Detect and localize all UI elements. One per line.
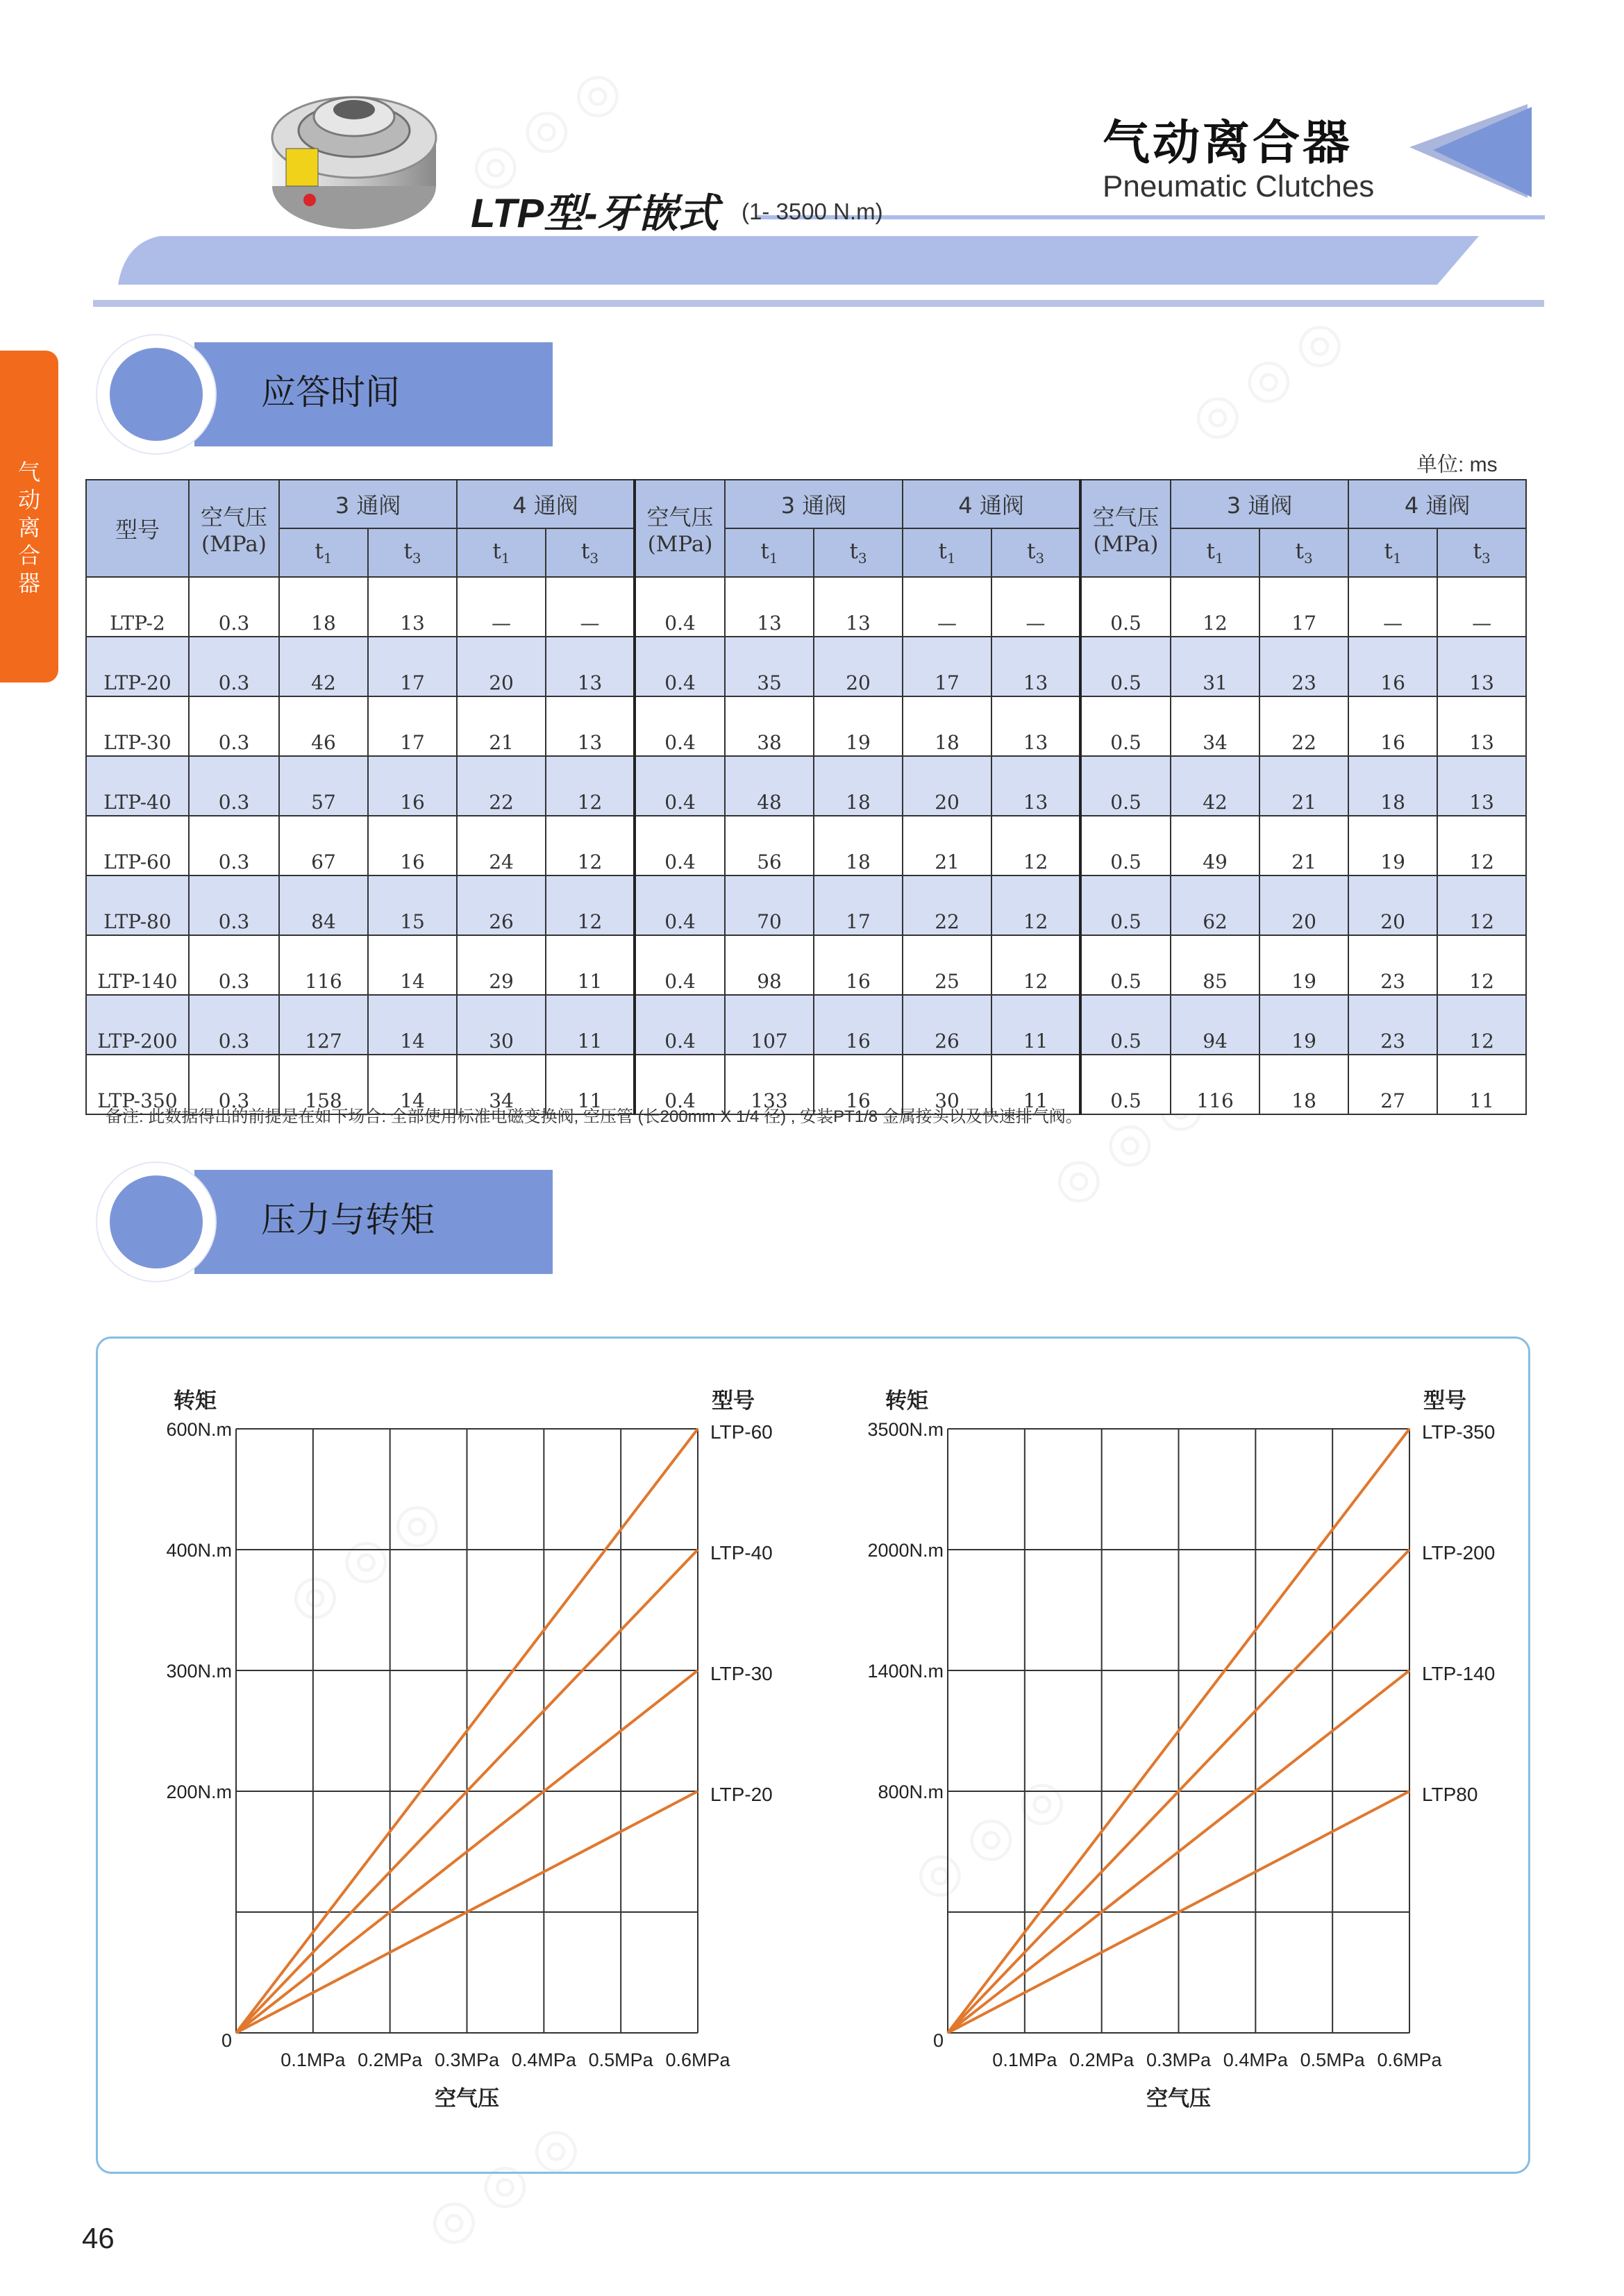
header-underline bbox=[93, 300, 1544, 307]
value-cell: 23 bbox=[1259, 637, 1348, 696]
value-cell: 11 bbox=[546, 1055, 635, 1114]
value-cell: 116 bbox=[1171, 1055, 1259, 1114]
value-cell: 13 bbox=[1437, 756, 1526, 816]
value-cell: 31 bbox=[1171, 637, 1259, 696]
value-cell: 11 bbox=[1437, 1055, 1526, 1114]
value-cell: 98 bbox=[725, 935, 814, 995]
table-row bbox=[86, 696, 1526, 756]
value-cell: 26 bbox=[457, 875, 546, 935]
y-tick-label: 800N.m bbox=[878, 1782, 944, 1802]
value-cell: 127 bbox=[279, 995, 368, 1055]
series-label: LTP-140 bbox=[1422, 1663, 1496, 1684]
value-cell: 107 bbox=[725, 995, 814, 1055]
value-cell: 34 bbox=[457, 1055, 546, 1114]
value-cell: 11 bbox=[546, 995, 635, 1055]
value-cell: 11 bbox=[546, 935, 635, 995]
series-label: LTP-40 bbox=[710, 1542, 773, 1564]
torque-chart-large bbox=[851, 1382, 1517, 2145]
value-cell: 0.3 bbox=[189, 1055, 279, 1114]
table-row bbox=[86, 816, 1526, 875]
value-cell: 15 bbox=[368, 875, 457, 935]
header-banner bbox=[118, 236, 1479, 285]
x-axis-title: 空气压 bbox=[1146, 2086, 1211, 2111]
table-row bbox=[86, 756, 1526, 816]
value-cell: 57 bbox=[279, 756, 368, 816]
x-tick-label: 0.4MPa bbox=[511, 2050, 576, 2070]
x-tick-label: 0.4MPa bbox=[1223, 2050, 1288, 2070]
x-tick-label: 0.3MPa bbox=[1146, 2050, 1212, 2070]
section-title: 应答时间 bbox=[261, 373, 400, 412]
model-cell: LTP-140 bbox=[86, 935, 189, 995]
value-cell: 0.5 bbox=[1080, 1055, 1171, 1114]
model-cell: LTP-20 bbox=[86, 637, 189, 696]
table-body bbox=[86, 577, 1526, 1114]
value-cell: 14 bbox=[368, 935, 457, 995]
value-cell: 17 bbox=[814, 875, 903, 935]
model-cell: LTP-30 bbox=[86, 696, 189, 756]
series-label: LTP-30 bbox=[710, 1663, 773, 1684]
value-cell: 14 bbox=[368, 1055, 457, 1114]
value-cell: 0.5 bbox=[1080, 756, 1171, 816]
value-cell: 48 bbox=[725, 756, 814, 816]
table-footnote: 备注: 此数据得出的前提是在如下场合: 全部使用标准电磁变换阀, 空压管 (长200mm X 1/4 径) , 安装PT1/8 金属接头以及快速排气阀。 bbox=[106, 1107, 1082, 1126]
value-cell: 17 bbox=[1259, 577, 1348, 637]
value-cell: 85 bbox=[1171, 935, 1259, 995]
section-heading-response-time bbox=[97, 335, 458, 453]
value-cell: 24 bbox=[457, 816, 546, 875]
value-cell: 18 bbox=[1259, 1055, 1348, 1114]
value-cell: — bbox=[1348, 577, 1437, 637]
value-cell: 13 bbox=[991, 637, 1080, 696]
legend-title: 型号 bbox=[712, 1389, 755, 1413]
value-cell: 0.5 bbox=[1080, 577, 1171, 637]
value-cell: 67 bbox=[279, 816, 368, 875]
y-tick-label: 2000N.m bbox=[867, 1540, 944, 1561]
value-cell: 0.4 bbox=[635, 995, 725, 1055]
value-cell: 16 bbox=[1348, 696, 1437, 756]
value-cell: 17 bbox=[368, 696, 457, 756]
value-cell: 11 bbox=[991, 1055, 1080, 1114]
product-image bbox=[250, 82, 444, 242]
section-circle-icon bbox=[97, 1163, 215, 1281]
series-label: LTP80 bbox=[1422, 1784, 1478, 1805]
arrow-left-icon bbox=[1409, 104, 1534, 201]
section-circle-icon bbox=[97, 335, 215, 453]
value-cell: 0.5 bbox=[1080, 875, 1171, 935]
value-cell: 20 bbox=[814, 637, 903, 696]
value-cell: 0.5 bbox=[1080, 816, 1171, 875]
value-cell: 30 bbox=[903, 1055, 991, 1114]
series-label: LTP-20 bbox=[710, 1784, 773, 1805]
value-cell: 0.3 bbox=[189, 637, 279, 696]
legend-title: 型号 bbox=[1423, 1389, 1466, 1413]
value-cell: 0.4 bbox=[635, 816, 725, 875]
header-4-way-valve: 4 通阀 bbox=[1348, 480, 1526, 528]
value-cell: 22 bbox=[903, 875, 991, 935]
value-cell: 22 bbox=[1259, 696, 1348, 756]
value-cell: 12 bbox=[991, 875, 1080, 935]
model-range: (1- 3500 N.m) bbox=[742, 199, 883, 224]
value-cell: 84 bbox=[279, 875, 368, 935]
header-3-way-valve: 3 通阀 bbox=[279, 480, 457, 528]
model-cell: LTP-60 bbox=[86, 816, 189, 875]
value-cell: 13 bbox=[1437, 637, 1526, 696]
x-axis-title: 空气压 bbox=[435, 2086, 499, 2111]
y-tick-label: 300N.m bbox=[166, 1661, 232, 1682]
value-cell: 12 bbox=[1437, 995, 1526, 1055]
value-cell: 0.4 bbox=[635, 935, 725, 995]
value-cell: 0.3 bbox=[189, 995, 279, 1055]
header-pressure: 空气压 (MPa) bbox=[189, 480, 279, 577]
value-cell: 13 bbox=[725, 577, 814, 637]
value-cell: — bbox=[903, 577, 991, 637]
header-3-way-valve: 3 通阀 bbox=[725, 480, 903, 528]
y-tick-label: 200N.m bbox=[166, 1782, 232, 1802]
value-cell: 11 bbox=[991, 995, 1080, 1055]
y-tick-label: 400N.m bbox=[166, 1540, 232, 1561]
value-cell: 23 bbox=[1348, 935, 1437, 995]
response-time-table bbox=[85, 479, 1527, 1115]
table-header-row bbox=[86, 480, 1526, 528]
value-cell: 17 bbox=[368, 637, 457, 696]
table-row bbox=[86, 875, 1526, 935]
value-cell: 18 bbox=[814, 816, 903, 875]
table-row bbox=[86, 935, 1526, 995]
y-axis-title: 转矩 bbox=[174, 1389, 217, 1413]
value-cell: 16 bbox=[368, 756, 457, 816]
page-number: 46 bbox=[82, 2222, 115, 2254]
value-cell: 70 bbox=[725, 875, 814, 935]
header-pressure: 空气压 (MPa) bbox=[1080, 480, 1171, 577]
value-cell: 30 bbox=[457, 995, 546, 1055]
header-pressure: 空气压 (MPa) bbox=[635, 480, 725, 577]
torque-chart-small bbox=[139, 1382, 805, 2145]
value-cell: 158 bbox=[279, 1055, 368, 1114]
value-cell: 12 bbox=[1171, 577, 1259, 637]
value-cell: 29 bbox=[457, 935, 546, 995]
header-t3: $t_3$ bbox=[991, 528, 1080, 577]
value-cell: 0.4 bbox=[635, 696, 725, 756]
value-cell: 16 bbox=[814, 935, 903, 995]
page-title-cn: 气动离合器 bbox=[1103, 117, 1353, 169]
value-cell: 0.3 bbox=[189, 577, 279, 637]
table-row bbox=[86, 637, 1526, 696]
value-cell: 26 bbox=[903, 995, 991, 1055]
value-cell: 34 bbox=[1171, 696, 1259, 756]
x-tick-label: 0.6MPa bbox=[665, 2050, 730, 2070]
model-cell: LTP-350 bbox=[86, 1055, 189, 1114]
value-cell: 19 bbox=[1259, 935, 1348, 995]
value-cell: 21 bbox=[1259, 816, 1348, 875]
value-cell: 0.4 bbox=[635, 1055, 725, 1114]
unit-label: 单位: ms bbox=[1416, 453, 1498, 476]
value-cell: 17 bbox=[903, 637, 991, 696]
value-cell: 12 bbox=[546, 875, 635, 935]
y-tick-label: 1400N.m bbox=[867, 1661, 944, 1682]
value-cell: 20 bbox=[1259, 875, 1348, 935]
value-cell: 12 bbox=[546, 756, 635, 816]
value-cell: 18 bbox=[279, 577, 368, 637]
value-cell: 21 bbox=[457, 696, 546, 756]
value-cell: 19 bbox=[814, 696, 903, 756]
value-cell: 13 bbox=[991, 756, 1080, 816]
value-cell: 21 bbox=[1259, 756, 1348, 816]
x-tick-label: 0.2MPa bbox=[358, 2050, 423, 2070]
value-cell: 21 bbox=[903, 816, 991, 875]
value-cell: 19 bbox=[1259, 995, 1348, 1055]
y-tick-label: 0 bbox=[221, 2030, 232, 2051]
series-label: LTP-60 bbox=[710, 1421, 773, 1443]
value-cell: 0.3 bbox=[189, 696, 279, 756]
header-t1: $t_1$ bbox=[725, 528, 814, 577]
value-cell: 13 bbox=[1437, 696, 1526, 756]
x-tick-label: 0.3MPa bbox=[434, 2050, 500, 2070]
value-cell: 13 bbox=[546, 696, 635, 756]
x-tick-label: 0.6MPa bbox=[1377, 2050, 1442, 2070]
value-cell: — bbox=[546, 577, 635, 637]
table-row bbox=[86, 995, 1526, 1055]
header-t3: $t_3$ bbox=[814, 528, 903, 577]
model-cell: LTP-40 bbox=[86, 756, 189, 816]
value-cell: 25 bbox=[903, 935, 991, 995]
value-cell: 13 bbox=[546, 637, 635, 696]
table-subheader-row bbox=[86, 528, 1526, 577]
value-cell: 0.3 bbox=[189, 816, 279, 875]
value-cell: 19 bbox=[1348, 816, 1437, 875]
header-model: 型号 bbox=[86, 480, 189, 577]
model-title: LTP型-牙嵌式 bbox=[471, 191, 719, 236]
page-title-en: Pneumatic Clutches bbox=[1103, 169, 1375, 203]
value-cell: 20 bbox=[903, 756, 991, 816]
value-cell: 16 bbox=[1348, 637, 1437, 696]
header-t1: $t_1$ bbox=[279, 528, 368, 577]
y-tick-label: 600N.m bbox=[166, 1419, 232, 1440]
side-category-label: 气动离合器 bbox=[17, 460, 40, 596]
model-cell: LTP-2 bbox=[86, 577, 189, 637]
value-cell: 12 bbox=[991, 935, 1080, 995]
value-cell: 0.5 bbox=[1080, 696, 1171, 756]
value-cell: 49 bbox=[1171, 816, 1259, 875]
value-cell: — bbox=[1437, 577, 1526, 637]
header-t3: $t_3$ bbox=[546, 528, 635, 577]
value-cell: 13 bbox=[814, 577, 903, 637]
value-cell: 27 bbox=[1348, 1055, 1437, 1114]
header-4-way-valve: 4 通阀 bbox=[903, 480, 1080, 528]
x-tick-label: 0.1MPa bbox=[281, 2050, 346, 2070]
header-4-way-valve: 4 通阀 bbox=[457, 480, 635, 528]
value-cell: 20 bbox=[1348, 875, 1437, 935]
header-3-way-valve: 3 通阀 bbox=[1171, 480, 1348, 528]
value-cell: 62 bbox=[1171, 875, 1259, 935]
value-cell: 18 bbox=[1348, 756, 1437, 816]
y-axis-title: 转矩 bbox=[885, 1389, 928, 1413]
value-cell: 0.3 bbox=[189, 935, 279, 995]
value-cell: 35 bbox=[725, 637, 814, 696]
header-t1: $t_1$ bbox=[1171, 528, 1259, 577]
value-cell: 42 bbox=[279, 637, 368, 696]
value-cell: 12 bbox=[1437, 816, 1526, 875]
header-t3: $t_3$ bbox=[1437, 528, 1526, 577]
value-cell: 13 bbox=[368, 577, 457, 637]
value-cell: 0.4 bbox=[635, 577, 725, 637]
x-tick-label: 0.5MPa bbox=[1300, 2050, 1365, 2070]
value-cell: 46 bbox=[279, 696, 368, 756]
x-tick-label: 0.1MPa bbox=[992, 2050, 1057, 2070]
value-cell: 12 bbox=[546, 816, 635, 875]
header-t3: $t_3$ bbox=[1259, 528, 1348, 577]
value-cell: 0.5 bbox=[1080, 935, 1171, 995]
value-cell: 0.5 bbox=[1080, 637, 1171, 696]
y-tick-label: 3500N.m bbox=[867, 1419, 944, 1440]
header-t1: $t_1$ bbox=[457, 528, 546, 577]
value-cell: 12 bbox=[1437, 875, 1526, 935]
value-cell: 20 bbox=[457, 637, 546, 696]
value-cell: 16 bbox=[368, 816, 457, 875]
x-tick-label: 0.2MPa bbox=[1069, 2050, 1135, 2070]
value-cell: 14 bbox=[368, 995, 457, 1055]
model-cell: LTP-80 bbox=[86, 875, 189, 935]
series-label: LTP-200 bbox=[1422, 1542, 1496, 1564]
value-cell: 56 bbox=[725, 816, 814, 875]
value-cell: 18 bbox=[903, 696, 991, 756]
section-title: 压力与转矩 bbox=[261, 1200, 435, 1239]
value-cell: — bbox=[991, 577, 1080, 637]
value-cell: 12 bbox=[1437, 935, 1526, 995]
value-cell: 116 bbox=[279, 935, 368, 995]
header-t1: $t_1$ bbox=[903, 528, 991, 577]
header-t3: $t_3$ bbox=[368, 528, 457, 577]
value-cell: 23 bbox=[1348, 995, 1437, 1055]
value-cell: 0.3 bbox=[189, 756, 279, 816]
section-heading-pressure-torque bbox=[97, 1163, 458, 1281]
y-tick-label: 0 bbox=[932, 2030, 944, 2051]
value-cell: 0.4 bbox=[635, 637, 725, 696]
value-cell: 13 bbox=[991, 696, 1080, 756]
value-cell: 38 bbox=[725, 696, 814, 756]
series-label: LTP-350 bbox=[1422, 1421, 1496, 1443]
value-cell: 0.5 bbox=[1080, 995, 1171, 1055]
value-cell: 16 bbox=[814, 1055, 903, 1114]
value-cell: 0.4 bbox=[635, 875, 725, 935]
value-cell: — bbox=[457, 577, 546, 637]
value-cell: 94 bbox=[1171, 995, 1259, 1055]
value-cell: 22 bbox=[457, 756, 546, 816]
value-cell: 16 bbox=[814, 995, 903, 1055]
value-cell: 0.4 bbox=[635, 756, 725, 816]
value-cell: 133 bbox=[725, 1055, 814, 1114]
value-cell: 18 bbox=[814, 756, 903, 816]
x-tick-label: 0.5MPa bbox=[588, 2050, 653, 2070]
value-cell: 0.3 bbox=[189, 875, 279, 935]
table-row bbox=[86, 577, 1526, 637]
value-cell: 12 bbox=[991, 816, 1080, 875]
value-cell: 42 bbox=[1171, 756, 1259, 816]
header-t1: $t_1$ bbox=[1348, 528, 1437, 577]
model-cell: LTP-200 bbox=[86, 995, 189, 1055]
